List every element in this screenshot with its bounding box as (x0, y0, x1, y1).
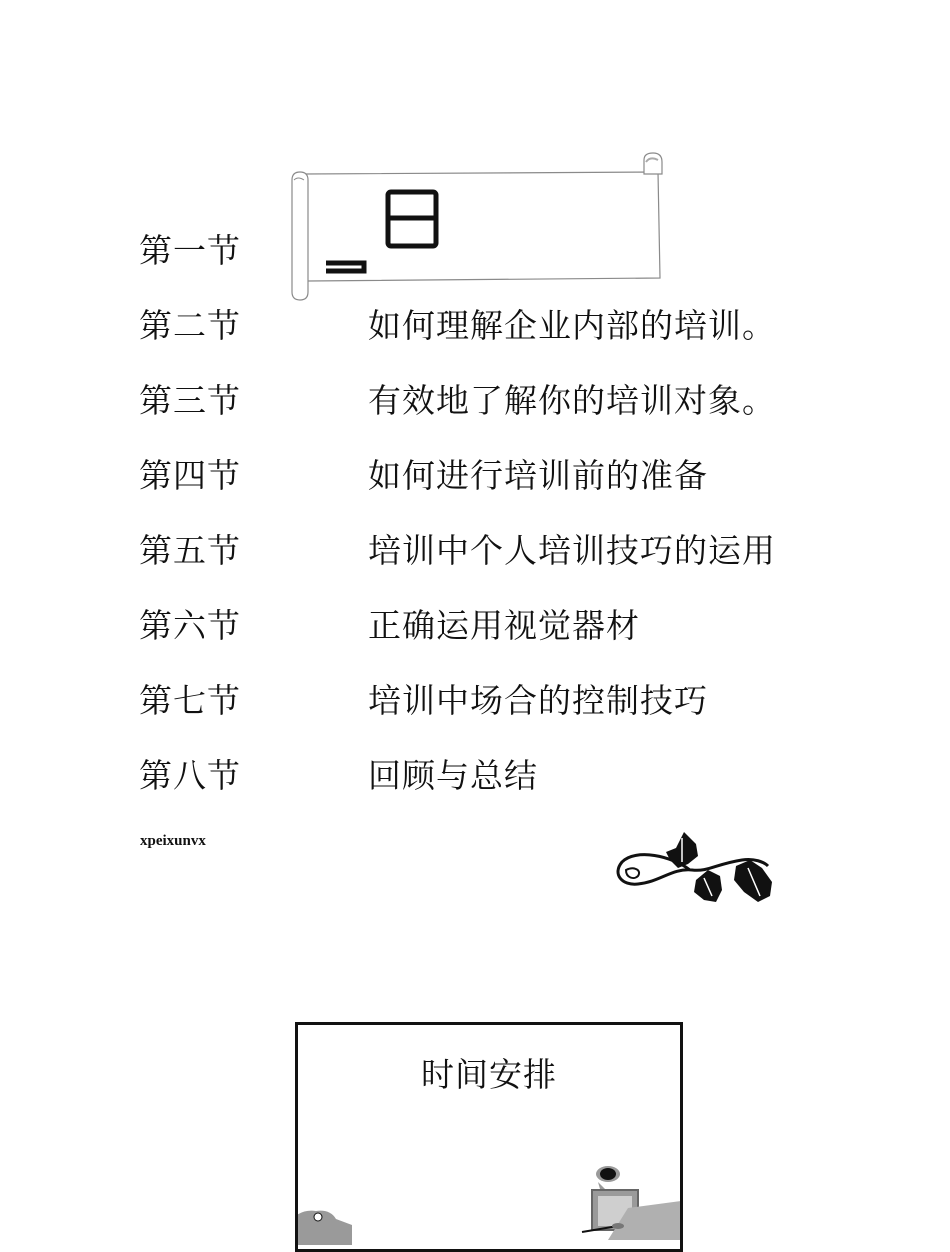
section-title: 如何理解企业内部的培训。 (368, 306, 776, 345)
watermark-text: xpeixunvx (140, 833, 206, 849)
section-label: 第七节 (139, 681, 241, 720)
section-label: 第二节 (139, 306, 241, 345)
section-label: 第八节 (139, 756, 241, 795)
section-title: 如何进行培训前的准备 (368, 456, 708, 495)
section-label: 第一节 (139, 231, 241, 270)
scroll-banner-icon (288, 150, 668, 304)
section-label: 第五节 (139, 531, 241, 570)
schedule-title: 时间安排 (421, 1055, 557, 1094)
schedule-panel (295, 1022, 683, 1252)
section-title: 有效地了解你的培训对象。 (368, 381, 776, 420)
section-title: 培训中场合的控制技巧 (368, 681, 708, 720)
vine-leaves-icon (612, 826, 778, 908)
section-title: 回顾与总结 (368, 756, 538, 795)
section-label: 第三节 (139, 381, 241, 420)
section-title: 正确运用视觉器材 (368, 606, 640, 645)
section-label: 第六节 (139, 606, 241, 645)
section-title: 培训中个人培训技巧的运用 (368, 531, 776, 570)
office-desk-clipart (295, 1205, 362, 1245)
office-desk-clipart (568, 1160, 683, 1240)
section-label: 第四节 (139, 456, 241, 495)
